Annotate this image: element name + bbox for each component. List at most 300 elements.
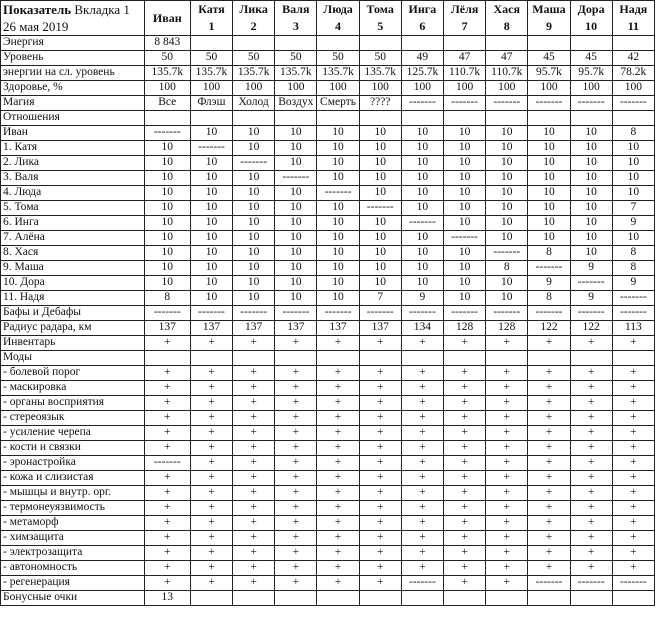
tab-name: Вкладка 1 [74,2,130,17]
table-cell: 10 [528,126,570,141]
table-cell: ------- [401,306,443,321]
table-cell [359,591,401,606]
table-cell: + [612,381,654,396]
table-cell: ------- [528,261,570,276]
column-number: 10 [585,19,598,33]
table-cell [401,351,443,366]
table-cell [317,591,359,606]
table-cell: 10 [359,126,401,141]
stat-row [1,66,655,81]
table-cell [190,351,232,366]
table-cell: 10 [233,216,275,231]
table-cell: + [359,546,401,561]
table-cell: 10 [486,276,528,291]
table-cell: 10 [401,276,443,291]
column-header [486,1,528,36]
table-cell: + [233,471,275,486]
relation-row [1,291,655,306]
table-cell: + [317,531,359,546]
radar-row [1,321,655,336]
table-cell: 100 [275,81,317,96]
table-cell: 10 [190,186,232,201]
table-cell: + [144,531,190,546]
table-cell: 10 [486,171,528,186]
table-cell: 10 [443,291,485,306]
table-cell: 8 [144,291,190,306]
table-cell: 10 [612,156,654,171]
table-cell: 122 [528,321,570,336]
table-cell: 10 [190,126,232,141]
table-cell: + [144,486,190,501]
table-cell: + [486,396,528,411]
table-cell: + [612,366,654,381]
table-cell: ------- [612,306,654,321]
table-cell: 9 [570,291,612,306]
buffs-row [1,306,655,321]
table-cell: + [144,501,190,516]
relations-title-row [1,111,655,126]
table-cell: 10 [190,171,232,186]
table-cell: 10 [275,126,317,141]
table-cell: ------- [233,306,275,321]
table-cell: + [443,336,485,351]
table-cell: + [443,456,485,471]
row-label: - электрозащита [1,546,145,561]
table-cell: + [528,426,570,441]
table-cell: 10 [275,156,317,171]
column-name: Иван [152,10,182,25]
table-cell: + [401,561,443,576]
table-cell: + [443,366,485,381]
table-cell: 8 [612,246,654,261]
table-cell: + [443,516,485,531]
table-cell: 9 [570,261,612,276]
table-cell: 10 [401,201,443,216]
table-cell: 135.7k [317,66,359,81]
table-cell: + [443,486,485,501]
table-cell: 8 [486,261,528,276]
table-cell: + [528,546,570,561]
table-cell: + [401,426,443,441]
column-name: Маша [532,2,566,16]
table-cell: + [144,441,190,456]
table-cell [570,111,612,126]
table-cell: 137 [144,321,190,336]
table-cell: + [486,546,528,561]
table-cell: 10 [359,216,401,231]
column-name: Дора [577,2,605,16]
table-cell: 50 [317,51,359,66]
table-cell: 9 [528,276,570,291]
table-cell: + [144,561,190,576]
table-cell: 10 [233,231,275,246]
row-label: - органы восприятия [1,396,145,411]
table-cell: + [190,501,232,516]
table-cell: 110.7k [443,66,485,81]
table-cell: + [144,516,190,531]
table-cell: 9 [612,216,654,231]
table-cell: ------- [317,186,359,201]
table-cell: 137 [275,321,317,336]
table-cell: + [401,336,443,351]
table-cell: 134 [401,321,443,336]
table-cell: 10 [443,141,485,156]
table-cell: + [486,441,528,456]
row-label: - термонеуязвимость [1,501,145,516]
column-name: Люда [323,2,353,16]
row-label: - метаморф [1,516,145,531]
table-cell: 10 [443,171,485,186]
table-cell: 100 [190,81,232,96]
table-cell: + [443,471,485,486]
table-cell: 50 [275,51,317,66]
table-cell [190,111,232,126]
table-cell: + [233,516,275,531]
table-cell: 10 [401,141,443,156]
table-cell: 10 [443,126,485,141]
table-cell: 135.7k [190,66,232,81]
row-label: энергии на сл. уровень [1,66,145,81]
table-cell: + [275,576,317,591]
mod-row [1,516,655,531]
table-cell: 10 [401,186,443,201]
table-cell: + [486,411,528,426]
mod-row [1,471,655,486]
table-cell [570,351,612,366]
table-cell: ------- [275,306,317,321]
table-cell: + [359,471,401,486]
table-cell: + [144,381,190,396]
table-cell: + [486,381,528,396]
table-cell [144,351,190,366]
row-label: - усиление черепа [1,426,145,441]
relation-row [1,171,655,186]
table-cell: + [570,546,612,561]
table-cell: ------- [144,126,190,141]
table-cell: 10 [144,156,190,171]
column-header [570,1,612,36]
table-cell: + [612,456,654,471]
row-label: 3. Валя [1,171,145,186]
table-cell: + [144,336,190,351]
table-cell: + [570,366,612,381]
table-cell: 10 [144,201,190,216]
relation-row [1,186,655,201]
title-bold: Показатель [3,2,72,17]
table-cell: 135.7k [275,66,317,81]
table-cell: + [486,531,528,546]
table-cell [275,591,317,606]
row-label: - химзащита [1,531,145,546]
table-cell: + [233,411,275,426]
row-label: - кости и связки [1,441,145,456]
table-cell: + [612,546,654,561]
table-cell: 10 [443,261,485,276]
table-cell: + [317,486,359,501]
table-cell: ------- [359,306,401,321]
table-cell: ------- [486,306,528,321]
row-label: - автономность [1,561,145,576]
table-cell: 10 [486,216,528,231]
table-cell: 45 [528,51,570,66]
mod-row [1,576,655,591]
table-cell: 100 [144,81,190,96]
mod-row [1,396,655,411]
table-cell: + [570,486,612,501]
table-cell [275,351,317,366]
column-header [359,1,401,36]
table-cell: 10 [144,231,190,246]
table-cell: 135.7k [233,66,275,81]
table-cell: 10 [233,126,275,141]
table-cell: 95.7k [570,66,612,81]
table-cell: + [190,471,232,486]
row-label: - эронастройка [1,456,145,471]
table-cell: 9 [612,276,654,291]
table-cell: + [612,531,654,546]
table-cell: ------- [486,246,528,261]
table-cell: ------- [317,306,359,321]
row-label: - болевой порог [1,366,145,381]
column-name: Лика [239,2,268,16]
mod-row [1,561,655,576]
mods-title-row [1,351,655,366]
table-cell: + [612,471,654,486]
table-cell [317,111,359,126]
table-cell: ------- [401,96,443,111]
row-label: 10. Дора [1,276,145,291]
column-header [144,1,190,36]
table-cell: 10 [359,156,401,171]
table-cell [233,351,275,366]
table-cell: 10 [144,171,190,186]
column-number: 6 [419,19,426,33]
table-cell: + [144,426,190,441]
column-number: 11 [627,19,640,33]
relation-row [1,201,655,216]
table-cell: 10 [275,216,317,231]
column-name: Надя [619,2,648,16]
row-label: - маскировка [1,381,145,396]
table-cell: + [359,576,401,591]
mod-row [1,426,655,441]
report-date: 26 мая 2019 [3,19,69,34]
table-cell: + [443,546,485,561]
table-cell: + [144,546,190,561]
table-cell [612,36,654,51]
mod-row [1,486,655,501]
table-cell: 10 [359,231,401,246]
table-cell: + [528,396,570,411]
column-header [443,1,485,36]
stat-row [1,81,655,96]
table-cell: 10 [144,276,190,291]
table-cell: 10 [401,246,443,261]
table-cell: 50 [233,51,275,66]
table-cell: + [570,336,612,351]
table-cell: 10 [443,186,485,201]
table-cell: 10 [359,276,401,291]
table-cell: 10 [275,231,317,246]
table-cell: 10 [233,291,275,306]
table-cell: + [359,486,401,501]
table-cell: + [443,426,485,441]
table-cell: + [317,561,359,576]
table-cell: + [612,396,654,411]
table-cell [233,591,275,606]
table-cell [233,36,275,51]
table-cell: + [528,486,570,501]
table-cell: 10 [443,156,485,171]
table-cell [528,591,570,606]
table-cell: 10 [233,186,275,201]
table-cell [612,111,654,126]
table-cell: + [275,516,317,531]
table-cell: + [486,516,528,531]
table-cell: Холод [233,96,275,111]
table-cell: 8 [612,126,654,141]
row-label: 4. Люда [1,186,145,201]
table-cell [443,591,485,606]
table-cell: + [528,336,570,351]
table-cell: 10 [486,231,528,246]
table-cell: 10 [401,231,443,246]
table-cell: 122 [570,321,612,336]
table-cell: 10 [528,216,570,231]
table-cell: 47 [486,51,528,66]
table-cell: ------- [570,576,612,591]
table-cell: 10 [570,231,612,246]
relation-row [1,231,655,246]
table-cell: 10 [443,246,485,261]
table-cell: + [612,501,654,516]
table-cell: + [144,411,190,426]
table-cell: 10 [317,126,359,141]
stat-row [1,51,655,66]
table-cell: ------- [570,306,612,321]
mod-row [1,546,655,561]
table-cell: 10 [401,126,443,141]
table-cell: + [275,336,317,351]
table-cell: 137 [190,321,232,336]
table-cell: ------- [612,291,654,306]
table-cell: + [486,561,528,576]
table-cell: 10 [570,201,612,216]
column-name: Катя [198,2,225,16]
table-cell: 10 [443,276,485,291]
table-cell: ------- [359,201,401,216]
mod-row [1,381,655,396]
table-cell: + [612,336,654,351]
table-cell: ------- [612,576,654,591]
table-cell: 10 [317,216,359,231]
column-name: Хася [493,2,520,16]
table-cell: 13 [144,591,190,606]
table-cell: 10 [144,141,190,156]
table-cell: ------- [570,276,612,291]
table-cell: ------- [486,96,528,111]
table-cell: 10 [233,261,275,276]
table-cell: 10 [528,231,570,246]
row-label: Отношения [1,111,145,126]
table-cell: 10 [570,126,612,141]
table-cell: 10 [612,231,654,246]
table-cell: + [359,396,401,411]
table-cell: 100 [443,81,485,96]
table-cell: 10 [190,216,232,231]
table-cell: 110.7k [486,66,528,81]
relation-row [1,261,655,276]
table-cell: 10 [275,261,317,276]
table-cell: + [401,516,443,531]
table-cell [486,591,528,606]
table-cell: 78.2k [612,66,654,81]
table-cell: + [401,396,443,411]
table-cell: + [190,531,232,546]
table-cell: ------- [528,576,570,591]
table-cell: 100 [233,81,275,96]
table-cell: + [443,441,485,456]
row-label: - стереоязык [1,411,145,426]
table-cell: + [486,471,528,486]
table-cell: 10 [486,186,528,201]
table-cell [443,351,485,366]
table-cell: 49 [401,51,443,66]
row-label: 5. Тома [1,201,145,216]
table-cell: + [190,456,232,471]
table-cell: + [486,576,528,591]
table-cell: + [359,426,401,441]
table-cell: 100 [359,81,401,96]
table-cell: 10 [144,186,190,201]
table-cell: + [528,531,570,546]
table-cell: 10 [233,276,275,291]
table-cell: 10 [443,201,485,216]
table-cell: + [190,426,232,441]
table-cell: + [528,441,570,456]
table-cell [317,351,359,366]
table-cell: + [190,486,232,501]
table-cell: 10 [570,186,612,201]
table-cell: + [190,576,232,591]
table-cell: + [233,396,275,411]
column-number: 7 [461,19,468,33]
relation-row [1,216,655,231]
table-cell: 10 [190,246,232,261]
row-label: Иван [1,126,145,141]
table-cell [570,591,612,606]
stat-row [1,96,655,111]
table-cell: 135.7k [144,66,190,81]
table-cell: + [275,546,317,561]
mod-row [1,501,655,516]
table-cell: ------- [528,306,570,321]
table-cell: + [612,516,654,531]
table-cell [401,111,443,126]
table-cell: + [275,501,317,516]
table-cell: 10 [528,201,570,216]
table-cell: + [570,411,612,426]
table-cell: + [275,441,317,456]
table-cell: 50 [359,51,401,66]
table-cell: + [570,561,612,576]
table-cell: 100 [317,81,359,96]
table-cell: 10 [190,291,232,306]
table-cell: + [443,531,485,546]
table-cell: + [233,576,275,591]
table-cell: + [443,396,485,411]
table-cell: ???? [359,96,401,111]
